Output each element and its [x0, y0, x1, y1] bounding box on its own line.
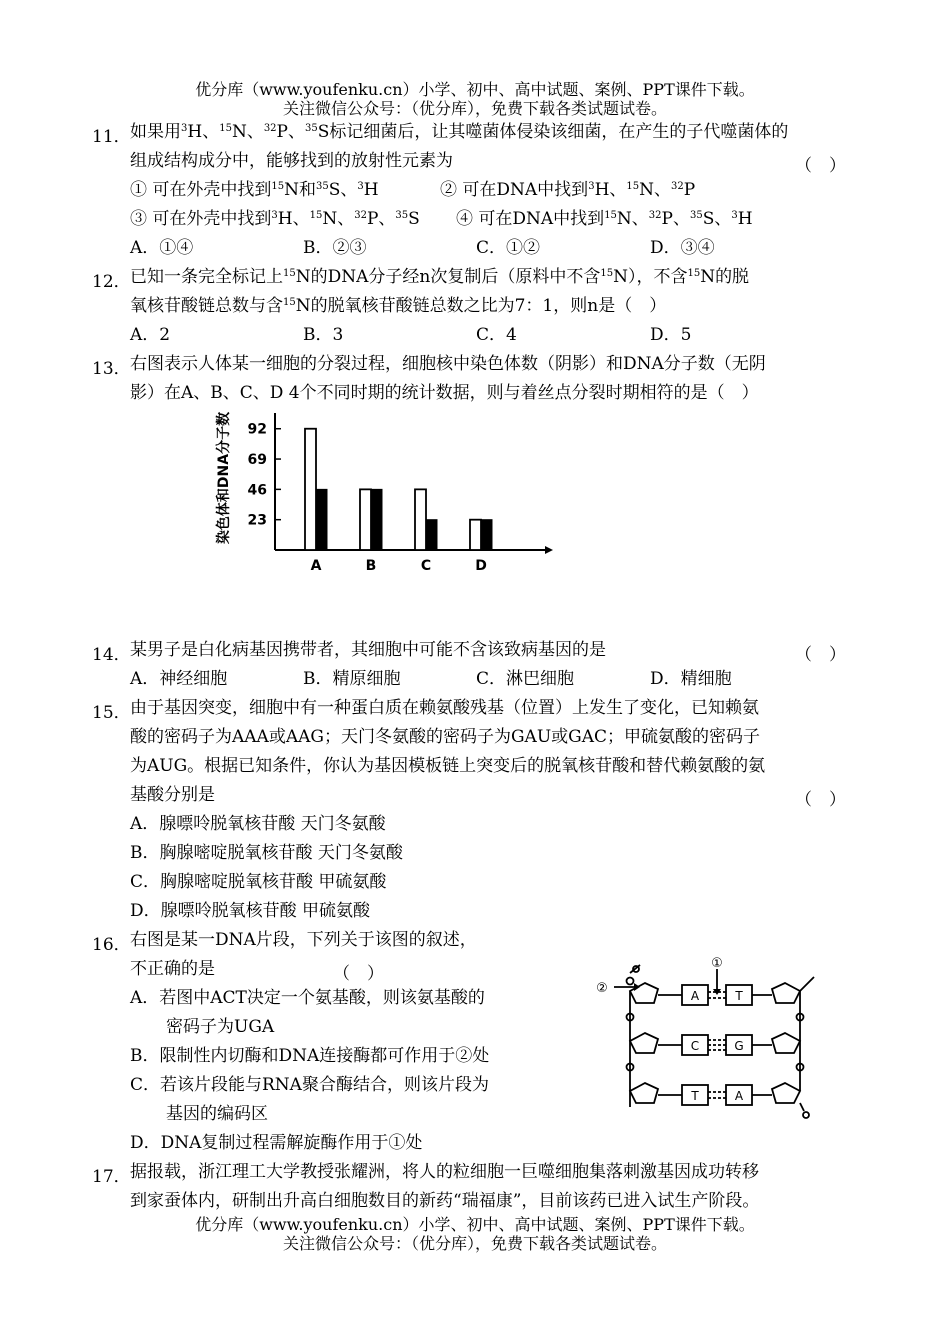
base-right-1: T [735, 989, 743, 1003]
q16-stem-line2: 不正确的是 [130, 959, 215, 979]
base-right-3: A [734, 1089, 744, 1103]
q11-item-4: ④ 可在DNA中找到$^{15}$N、$^{32}$P、$^{35}$S、$^3$H [456, 209, 753, 229]
dna-label-2: ② [596, 981, 608, 996]
bar-chromosome-B [371, 489, 382, 550]
y-tick-label-1: 46 [247, 482, 267, 499]
q14-answer-paren: （ ） [795, 645, 846, 665]
q11-item-1: ① 可在外壳中找到$^{15}$N和$^{35}$S、$^3$H [130, 180, 379, 200]
x-tick-label-D: D [475, 558, 487, 574]
q15-stem-line4: 基酸分别是 [130, 785, 215, 805]
q15-number: 15． [92, 703, 131, 723]
q11-option-c: C．①② [476, 238, 541, 258]
bar-chromosome-A [316, 489, 327, 550]
bar-dna-B [360, 489, 371, 550]
q15-stem-line2: 酸的密码子为AAA或AAG；天门冬氨酸的密码子为GAU或GAC；甲硫氨酸的密码子 [130, 727, 761, 747]
base-left-2: C [690, 1039, 700, 1053]
q16-option-d: D．DNA复制过程需解旋酶作用于①处 [130, 1133, 423, 1153]
q11-stem-line2: 组成结构成分中，能够找到的放射性元素为 [130, 151, 453, 171]
q17-stem-line1: 据报载，浙江理工大学教授张耀洲，将人的粒细胞一巨噬细胞集落刺激基因成功转移 [130, 1162, 759, 1182]
bar-chromosome-C [426, 520, 437, 550]
q16-option-a-line1: A．若图中ACT决定一个氨基酸，则该氨基酸的 [130, 988, 485, 1008]
x-tick-label-A: A [310, 558, 322, 574]
q11-answer-paren: （ ） [795, 156, 846, 176]
x-tick-label-B: B [365, 558, 377, 574]
q17-number: 17． [92, 1167, 131, 1187]
q16-number: 16． [92, 935, 131, 955]
dna-label-1: ① [711, 956, 723, 971]
q15-option-a: A．腺嘌呤脱氧核苷酸 天门冬氨酸 [130, 814, 386, 834]
q17-stem-line2: 到家蚕体内，研制出升高白细胞数目的新药“瑞福康”，目前该药已进入试生产阶段。 [130, 1191, 760, 1211]
q14-option-d: D．精细胞 [650, 669, 732, 689]
base-left-1: A [690, 989, 700, 1003]
q13-stem-line2: 影）在A、B、C、D 4个不同时期的统计数据，则与着丝点分裂时期相符的是（ ） [130, 383, 759, 403]
q12-stem-line1: 已知一条完全标记上$^{15}$N的DNA分子经n次复制后（原料中不含$^{15}$N），不含$^{15}$N的脱 [130, 267, 750, 287]
q15-answer-paren: （ ） [795, 790, 846, 810]
q16-option-b: B．限制性内切酶和DNA连接酶都可作用于②处 [130, 1046, 490, 1066]
q16-answer-paren: （ ） [333, 964, 384, 984]
y-axis-label: 染色体和DNA分子数 [216, 411, 232, 545]
q11-item-2: ② 可在DNA中找到$^3$H、$^{15}$N、$^{32}$P [440, 180, 696, 200]
footer-line-2: 关注微信公众号：（优分库），免费下载各类试题试卷。 [282, 1234, 667, 1253]
q16-dna-diagram [590, 955, 830, 1120]
x-axis-arrow [545, 546, 553, 554]
q15-stem-line3: 为AUG。根据已知条件，你认为基因模板链上突变后的脱氧核苷酸和替代赖氨酸的氨 [130, 756, 766, 776]
q13-bar-chart [200, 400, 560, 585]
q11-number: 11． [92, 127, 131, 147]
y-tick-label-0: 23 [247, 512, 267, 529]
q11-stem-line1: 如果用$^3$H、$^{15}$N、$^{32}$P、$^{35}$S标记细菌后，让其噬菌体侵染该细菌，在产生的子代噬菌体的 [130, 122, 789, 142]
q15-option-c: C．胸腺嘧啶脱氧核苷酸 甲硫氨酸 [130, 872, 387, 892]
y-tick-label-2: 69 [247, 452, 267, 469]
q14-option-c: C．淋巴细胞 [476, 669, 575, 689]
q13-number: 13． [92, 359, 131, 379]
q14-number: 14． [92, 645, 131, 665]
header-line-2: 关注微信公众号：（优分库），免费下载各类试题试卷。 [282, 99, 667, 118]
q15-stem-line1: 由于基因突变，细胞中有一种蛋白质在赖氨酸残基（位置）上发生了变化，已知赖氨 [130, 698, 759, 718]
x-tick-label-C: C [420, 558, 432, 574]
q13-stem-line1: 右图表示人体某一细胞的分裂过程，细胞核中染色体数（阴影）和DNA分子数（无阴 [130, 354, 766, 374]
q12-option-c: C．4 [476, 325, 517, 345]
bar-dna-D [470, 520, 481, 550]
header-line-1: 优分库（www.youfenku.cn）小学、初中、高中试题、案例、PPT课件下载。 [195, 80, 755, 99]
q11-option-a: A．①④ [130, 238, 194, 258]
q12-option-d: D．5 [650, 325, 692, 345]
footer-line-1: 优分库（www.youfenku.cn）小学、初中、高中试题、案例、PPT课件下载。 [195, 1215, 755, 1234]
q16-option-c-line2: 基因的编码区 [166, 1104, 268, 1124]
q15-option-b: B．胸腺嘧啶脱氧核苷酸 天门冬氨酸 [130, 843, 403, 863]
base-left-3: T [691, 1089, 699, 1103]
y-tick-label-3: 92 [247, 421, 267, 438]
bar-dna-C [415, 489, 426, 550]
q14-stem: 某男子是白化病基因携带者，其细胞中可能不含该致病基因的是 [130, 640, 606, 660]
q16-option-c-line1: C．若该片段能与RNA聚合酶结合，则该片段为 [130, 1075, 489, 1095]
bar-dna-A [305, 429, 316, 550]
q11-option-d: D．③④ [650, 238, 715, 258]
q15-option-d: D．腺嘌呤脱氧核苷酸 甲硫氨酸 [130, 901, 371, 921]
bar-chromosome-D [481, 520, 492, 550]
q11-option-b: B．②③ [303, 238, 367, 258]
q11-item-3: ③ 可在外壳中找到$^3$H、$^{15}$N、$^{32}$P、$^{35}$S [130, 209, 420, 229]
q12-number: 12． [92, 272, 131, 292]
q12-option-a: A．2 [130, 325, 171, 345]
q14-option-a: A．神经细胞 [130, 669, 228, 689]
q12-stem-line2: 氧核苷酸链总数与含$^{15}$N的脱氧核苷酸链总数之比为7：1，则n是（ ） [130, 296, 667, 316]
base-right-2: G [734, 1039, 744, 1053]
q14-option-b: B．精原细胞 [303, 669, 401, 689]
q16-stem-line1: 右图是某一DNA片段，下列关于该图的叙述， [130, 930, 477, 950]
q12-option-b: B．3 [303, 325, 344, 345]
q16-option-a-line2: 密码子为UGA [166, 1017, 275, 1037]
